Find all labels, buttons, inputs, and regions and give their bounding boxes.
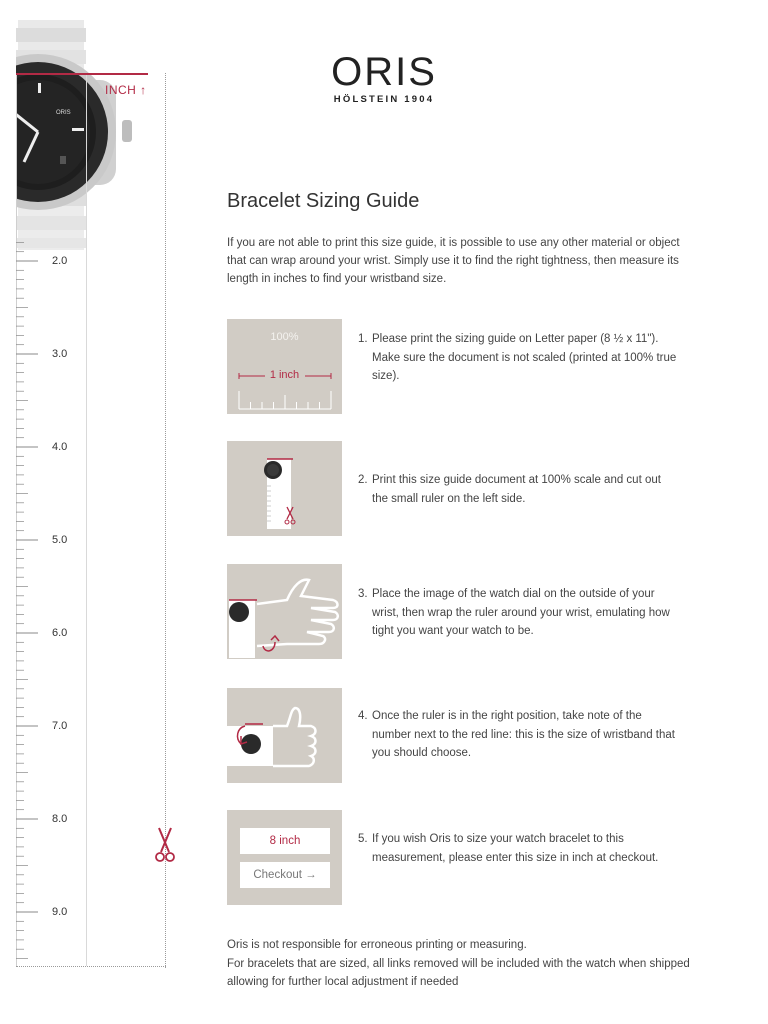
ruler-number-6: 6.0 — [52, 627, 68, 639]
scissors-icon — [153, 826, 177, 866]
ruler-number-2: 2.0 — [52, 255, 68, 267]
ruler-number-9: 9.0 — [52, 906, 68, 918]
step2-text — [358, 471, 678, 508]
step3-description: Place the image of the watch dial on the outside of your wrist, then wrap the ruler around your wrist, emulating how tight you want your watch to be. — [372, 588, 670, 637]
ruler-number-5: 5.0 — [52, 534, 68, 546]
step4-description: Once the ruler is in the right position, take note of the number next to the red line: this is the size of wristband that you should choose. — [372, 710, 675, 759]
ruler-number-3: 3.0 — [52, 348, 68, 360]
inch-unit-label: INCH ↑ — [105, 83, 147, 97]
disclaimer — [227, 936, 697, 992]
intro-paragraph: If you are not able to print this size guide, it is possible to use any other material or object that can wrap around your wrist. Simply use it to find the right tightness, then measure its length in inches to find your wristband size. — [227, 237, 680, 285]
size-input-example: 8 inch — [240, 828, 330, 854]
thumbs-wrap-illustration — [227, 688, 342, 783]
ruler-number-7: 7.0 — [52, 720, 68, 732]
step1-illustration — [227, 319, 342, 414]
step5-illustration — [227, 810, 342, 905]
page-title: Bracelet Sizing Guide — [227, 190, 420, 212]
step5-description: If you wish Oris to size your watch bracelet to this measurement, please enter this size in inch at checkout. — [372, 833, 659, 864]
ruler-edge — [86, 73, 87, 966]
disclaimer-line-1: Oris is not responsible for erroneous printing or measuring. — [227, 939, 527, 951]
step2-illustration — [227, 441, 342, 536]
step5-text — [358, 830, 678, 867]
step3-number: 3. — [358, 588, 368, 600]
cut-ruler-illustration — [227, 441, 342, 536]
step4-text — [358, 707, 678, 763]
ruler-number-8: 8.0 — [52, 813, 68, 825]
step1-description: Please print the sizing guide on Letter paper (8 ½ x 11"). Make sure the document is not scaled (printed at 100% true size). — [372, 333, 677, 382]
step3-text — [358, 585, 678, 641]
step4-illustration — [227, 688, 342, 783]
step4-number: 4. — [358, 710, 368, 722]
step1-text — [358, 330, 678, 386]
step5-number: 5. — [358, 833, 368, 845]
disclaimer-line-2: For bracelets that are sized, all links removed will be included with the watch when shipped allowing for further local adjustment if needed — [227, 957, 690, 988]
svg-text:ORIS: ORIS — [56, 110, 71, 116]
ruler-number-4: 4.0 — [52, 441, 68, 453]
step1-number: 1. — [358, 333, 368, 345]
checkout-button-example: Checkout → — [240, 862, 330, 888]
brand-logo — [323, 52, 445, 105]
step2-number: 2. — [358, 474, 368, 486]
step2-description: Print this size guide document at 100% scale and cut out the small ruler on the left side. — [372, 474, 661, 505]
cutout-ruler — [0, 0, 170, 1024]
step1-inch-label: 1 inch — [269, 369, 300, 381]
hand-wrap-illustration — [227, 564, 342, 659]
brand-name: ORIS — [331, 50, 437, 94]
step1-scale-label: 100% — [270, 331, 299, 343]
brand-subtitle: HÖLSTEIN 1904 — [333, 94, 435, 105]
ruler-ticks — [16, 0, 66, 1024]
step1-ruler-graphic — [227, 319, 342, 414]
step3-illustration — [227, 564, 342, 659]
